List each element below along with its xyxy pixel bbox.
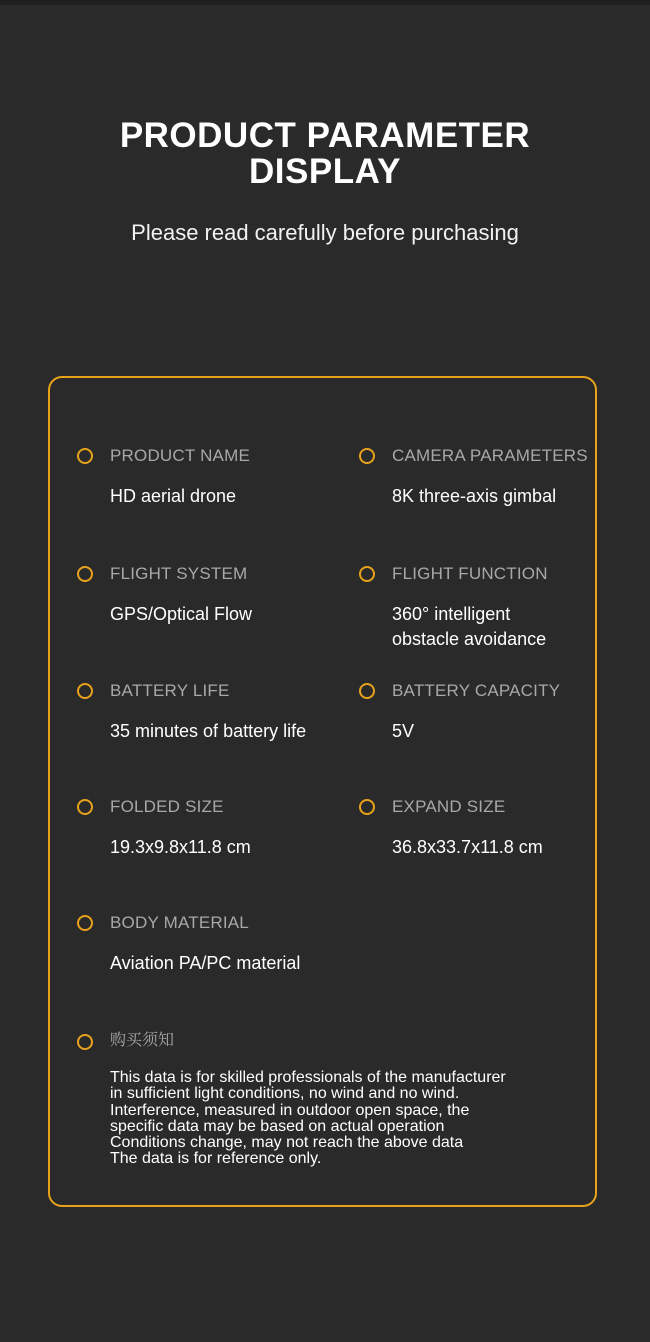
page-title: PRODUCT PARAMETER DISPLAY [119,116,531,191]
param-value: 8K three-axis gimbal [392,486,557,506]
circle-outline-icon [77,566,93,582]
circle-outline-icon [359,799,375,815]
param-label: BATTERY LIFE [110,681,230,700]
circle-outline-icon [77,915,93,931]
circle-outline-icon [359,683,375,699]
param-label: CAMERA PARAMETERS [392,446,588,465]
top-strip [0,0,650,5]
circle-outline-icon [77,799,93,815]
param-label: FOLDED SIZE [110,797,224,816]
notice-label: 购买须知 [110,1030,175,1049]
param-label: FLIGHT FUNCTION [392,564,548,583]
param-value: Aviation PA/PC material [110,953,301,973]
param-value: 19.3x9.8x11.8 cm [110,837,251,857]
param-value: HD aerial drone [110,486,237,506]
param-value: 36.8x33.7x11.8 cm [392,837,543,857]
param-value: 35 minutes of battery life [110,721,307,741]
circle-outline-icon [359,448,375,464]
circle-outline-icon [359,566,375,582]
param-value: 360° intelligent obstacle avoidance [392,604,547,649]
circle-outline-icon [77,683,93,699]
param-value: 5V [392,721,415,741]
page-subtitle: Please read carefully before purchasing [131,220,519,245]
circle-outline-icon [77,448,93,464]
param-value: GPS/Optical Flow [110,604,253,624]
notice-text: This data is for skilled professionals of the manufacturer in sufficient light conditions, no wind and no wind. Interference, measured in outdoor open space, the specific data may be based on actual operation Conditions change, may not reach the above data The data is for reference only. [110,1069,506,1168]
circle-outline-icon [77,1034,93,1050]
param-label: PRODUCT NAME [110,446,250,465]
param-label: BATTERY CAPACITY [392,681,561,700]
param-label: BODY MATERIAL [110,913,249,932]
param-label: FLIGHT SYSTEM [110,564,248,583]
param-label: EXPAND SIZE [392,797,506,816]
